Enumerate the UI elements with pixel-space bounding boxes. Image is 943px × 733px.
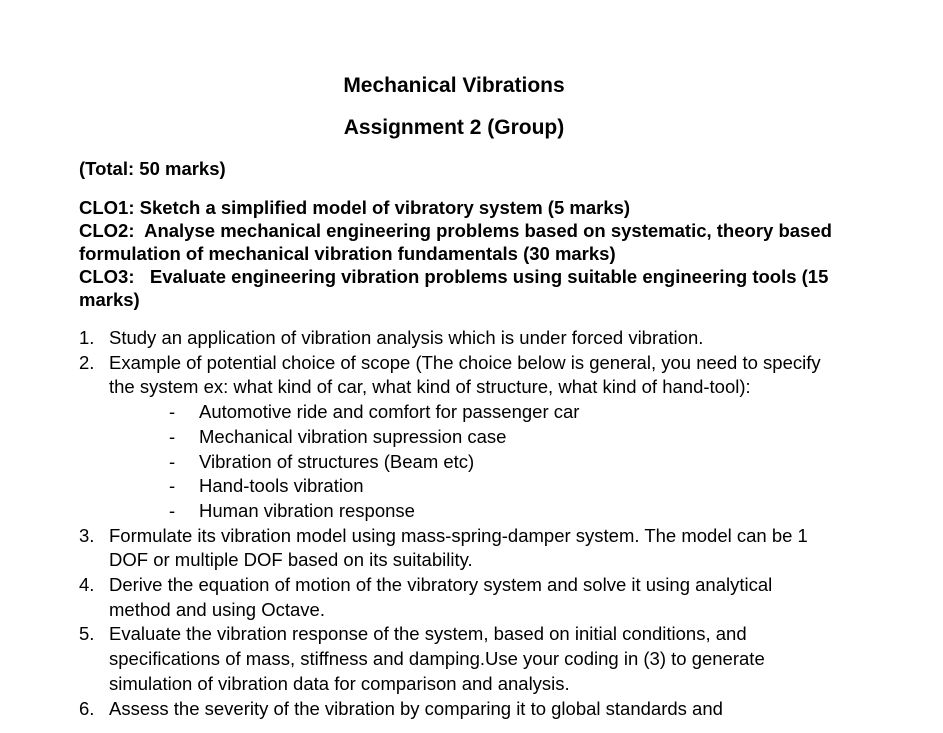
dash-bullet: - bbox=[169, 499, 176, 521]
task-item-3 bbox=[79, 524, 839, 573]
task-text: Example of potential choice of scope (The choice below is general, you need to specify the system ex: what kind of car, what kind of structure, what kind of hand-tool): bbox=[109, 351, 821, 398]
task-item-2 bbox=[79, 351, 839, 400]
scope-option bbox=[79, 450, 839, 475]
task-list bbox=[79, 326, 839, 719]
task-item-5 bbox=[79, 622, 839, 696]
dash-bullet: - bbox=[169, 450, 176, 472]
document-title: Mechanical Vibrations bbox=[343, 74, 565, 97]
clo-1: CLO1: Sketch a simplified model of vibratory system (5 marks) bbox=[79, 197, 631, 218]
task-item-1 bbox=[79, 326, 839, 351]
dash-bullet: - bbox=[169, 475, 176, 497]
scope-option-text: Automotive ride and comfort for passenger car bbox=[199, 401, 580, 423]
task-number: 5. bbox=[79, 623, 95, 645]
task-number: 4. bbox=[79, 574, 95, 596]
task-number: 6. bbox=[79, 697, 95, 719]
task-item-4 bbox=[79, 573, 839, 622]
scope-option bbox=[79, 474, 839, 499]
clo-list bbox=[79, 196, 859, 311]
dash-bullet: - bbox=[169, 401, 176, 423]
scope-option-text: Vibration of structures (Beam etc) bbox=[199, 450, 475, 472]
task-text: Formulate its vibration model using mass-spring-damper system. The model can be 1 DOF or multiple DOF based on its suitability. bbox=[109, 524, 808, 571]
scope-option-text: Mechanical vibration supression case bbox=[199, 425, 507, 447]
task-item-6 bbox=[79, 697, 839, 719]
scope-option-text: Human vibration response bbox=[199, 499, 415, 521]
task-number: 3. bbox=[79, 524, 95, 546]
task-number: 2. bbox=[79, 351, 95, 373]
task-text: Evaluate the vibration response of the system, based on initial conditions, and specifications of mass, stiffness and damping.Use your coding in (3) to generate simulation of vibration data for comparison and analysis. bbox=[109, 623, 765, 694]
assignment-subtitle: Assignment 2 (Group) bbox=[343, 116, 565, 139]
task-text: Derive the equation of motion of the vibratory system and solve it using analytical method and using Octave. bbox=[109, 574, 773, 620]
task-number: 1. bbox=[79, 327, 95, 348]
scope-option bbox=[79, 499, 839, 524]
scope-option-text: Hand-tools vibration bbox=[199, 475, 364, 497]
clo-2: CLO2: Analyse mechanical engineering problems based on systematic, theory based formulation of mechanical vibration fundamentals (30 marks) bbox=[79, 220, 838, 264]
clo-3: CLO3: Evaluate engineering vibration problems using suitable engineering tools (15 marks) bbox=[79, 266, 834, 310]
total-marks: (Total: 50 marks) bbox=[79, 158, 226, 179]
scope-options bbox=[79, 400, 839, 524]
dash-bullet: - bbox=[169, 425, 176, 447]
scope-option bbox=[79, 425, 839, 450]
task-text: Study an application of vibration analysis which is under forced vibration. bbox=[109, 327, 704, 348]
task-text: Assess the severity of the vibration by comparing it to global standards and bbox=[109, 697, 723, 719]
scope-option bbox=[79, 400, 839, 425]
